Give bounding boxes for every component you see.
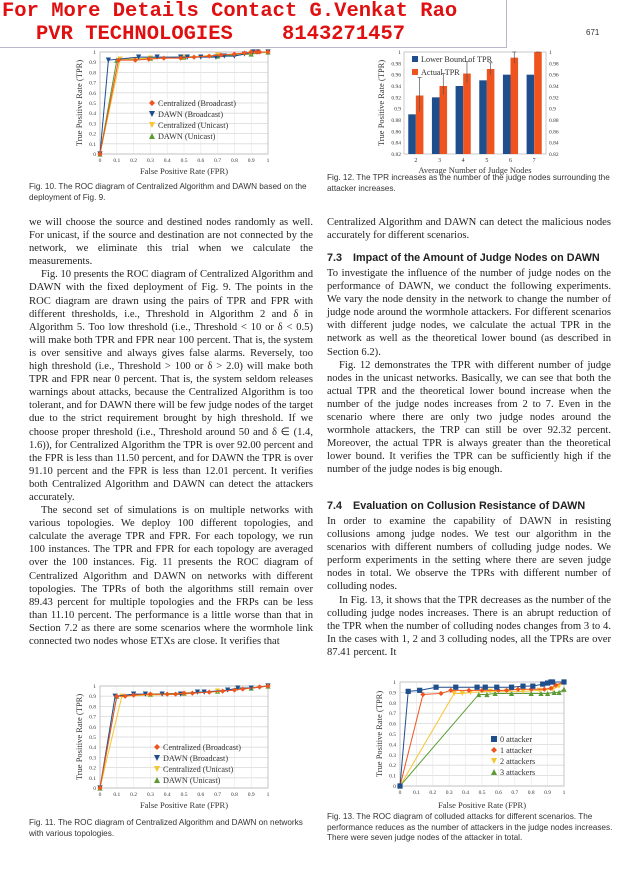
svg-text:2 attackers: 2 attackers xyxy=(500,757,536,766)
svg-text:0.3: 0.3 xyxy=(89,755,96,762)
svg-text:0 attacker: 0 attacker xyxy=(500,735,533,744)
svg-text:True Positive Rate (TPR): True Positive Rate (TPR) xyxy=(374,690,384,778)
section-7-3-text xyxy=(327,267,611,477)
svg-text:0.98: 0.98 xyxy=(391,61,401,68)
svg-text:0.8: 0.8 xyxy=(89,704,96,711)
svg-text:0.88: 0.88 xyxy=(549,118,559,124)
left-column-text xyxy=(29,216,313,648)
svg-text:0.7: 0.7 xyxy=(511,790,519,796)
svg-text:0.3: 0.3 xyxy=(445,790,453,796)
svg-text:0.2: 0.2 xyxy=(89,765,96,772)
svg-text:0.9: 0.9 xyxy=(549,106,556,113)
svg-text:6: 6 xyxy=(509,158,512,164)
section-7-4-heading xyxy=(327,500,585,512)
svg-text:0.2: 0.2 xyxy=(389,763,396,770)
svg-text:0.3: 0.3 xyxy=(146,792,154,798)
svg-text:Centralized (Unicast): Centralized (Unicast) xyxy=(158,121,229,130)
svg-text:1: 1 xyxy=(93,50,96,56)
svg-text:1: 1 xyxy=(398,50,401,56)
svg-text:0.84: 0.84 xyxy=(391,140,401,147)
svg-text:0.5: 0.5 xyxy=(180,158,188,164)
svg-text:5: 5 xyxy=(485,158,489,164)
svg-text:0.2: 0.2 xyxy=(429,790,437,796)
svg-text:0.6: 0.6 xyxy=(389,721,396,728)
page-number: 671 xyxy=(586,28,600,37)
section-title: Impact of the Amount of Judge Nodes on DAWN xyxy=(353,252,600,264)
svg-text:False Positive Rate (FPR): False Positive Rate (FPR) xyxy=(139,166,229,176)
svg-text:0.82: 0.82 xyxy=(391,152,401,158)
svg-text:0: 0 xyxy=(93,786,96,792)
figure-13-caption: Fig. 13. The ROC diagram of colluded attacks for different scenarios. The performance reduces as the number of attackers in the judge nodes increases. There were seven judge nodes of the attacker in total. xyxy=(327,812,613,842)
svg-text:Centralized (Broadcast): Centralized (Broadcast) xyxy=(158,99,236,108)
svg-text:0.1: 0.1 xyxy=(113,792,121,798)
svg-text:1: 1 xyxy=(266,792,270,798)
svg-text:0.4: 0.4 xyxy=(163,792,171,798)
paragraph: Fig. 10 presents the ROC diagram of Centralized Algorithm and DAWN with the fixed deployment of Fig. 9. The points in the ROC diagram are drawn using the pairs of TPR and FPR with different thresholds, i.e., Threshold in Algorithm 2 and δ in Algorithm 5. Too low threshold (i.e., Threshold < 10 or δ < 0.5) will make both TPR and FPR near 100 percent. That is, the system is over sensitive and always gives false alarms. Reversely, too high threshold (i.e., Threshold > 100 or δ > 2.0) will make both TPR and FPR near 0 percent. That is, the system seldom releases warnings about attacks, because the Centralized Algorithm is too tolerant, and for DAWN there will be few judge nodes of the target due to the strict requirement brought by high threshold. If we choose proper threshold (i.e., Threshold around 50 and δ ∈ (1.4, 1.6)), for Centralized Algorithm the TPR is over 92.00 percent and the FPR is less than 11.50 percent, and for DAWN the TPR is over 91.10 percent and the FPR is less than 12.01 percent. It verifies both Centralized Algorithm and DAWN can detect the attackers accurately. xyxy=(29,269,314,503)
figure-10-caption: Fig. 10. The ROC diagram of Centralized Algorithm and DAWN based on the deployment of Fig. 9. xyxy=(29,182,307,202)
svg-text:1: 1 xyxy=(562,790,566,796)
svg-text:0.9: 0.9 xyxy=(89,694,96,701)
svg-text:0.98: 0.98 xyxy=(549,61,559,68)
svg-text:0.8: 0.8 xyxy=(230,792,238,798)
figure-13-roc-chart xyxy=(374,676,570,810)
svg-text:0.2: 0.2 xyxy=(130,792,138,798)
svg-text:0: 0 xyxy=(393,784,396,790)
section-7-4-text xyxy=(327,515,611,659)
svg-text:0: 0 xyxy=(398,790,402,796)
svg-text:0.7: 0.7 xyxy=(389,711,396,718)
svg-text:0: 0 xyxy=(98,158,102,164)
svg-text:0.86: 0.86 xyxy=(549,129,559,136)
paragraph: To investigate the influence of the number of judge nodes on the performance of DAWN, we conduct the following experiments. We vary the node density in the network to change the number of judge node around the wormhole attackers. For different scenarios with different judge nodes, we calculate the actual TPR in the network as well as the theoretical lower bound (as described in Section 6.2). xyxy=(327,268,611,358)
svg-text:0.2: 0.2 xyxy=(130,158,138,164)
svg-text:0.6: 0.6 xyxy=(197,792,205,798)
svg-text:True Positive Rate (TPR): True Positive Rate (TPR) xyxy=(74,693,84,781)
svg-text:0.1: 0.1 xyxy=(412,790,420,796)
svg-text:0.5: 0.5 xyxy=(389,732,396,738)
svg-text:1 attacker: 1 attacker xyxy=(500,746,533,755)
svg-text:0.86: 0.86 xyxy=(391,129,401,136)
svg-text:DAWN (Broadcast): DAWN (Broadcast) xyxy=(158,110,224,119)
figure-10-roc-chart xyxy=(74,48,274,176)
svg-text:0.4: 0.4 xyxy=(389,742,396,749)
contact-banner xyxy=(0,0,507,48)
svg-text:0.9: 0.9 xyxy=(247,158,255,164)
svg-text:0.4: 0.4 xyxy=(462,790,470,796)
svg-text:1: 1 xyxy=(266,158,270,164)
svg-text:0.96: 0.96 xyxy=(549,72,559,79)
svg-text:0.7: 0.7 xyxy=(89,80,96,87)
svg-text:0.4: 0.4 xyxy=(89,745,96,752)
svg-text:0.9: 0.9 xyxy=(389,690,396,697)
svg-text:0.4: 0.4 xyxy=(89,111,96,118)
section-number: 7.4 xyxy=(327,500,343,512)
svg-text:0.6: 0.6 xyxy=(494,790,502,796)
svg-text:0.82: 0.82 xyxy=(549,152,559,158)
svg-text:0.1: 0.1 xyxy=(89,141,96,148)
svg-text:0.1: 0.1 xyxy=(89,775,96,782)
svg-text:1: 1 xyxy=(549,50,552,56)
svg-text:0.3: 0.3 xyxy=(89,121,96,128)
svg-text:0.7: 0.7 xyxy=(214,158,222,164)
svg-text:0.8: 0.8 xyxy=(230,158,238,164)
figure-11-roc-chart xyxy=(74,682,274,810)
svg-text:0.6: 0.6 xyxy=(89,90,96,97)
svg-text:DAWN (Broadcast): DAWN (Broadcast) xyxy=(163,754,229,763)
svg-text:0.6: 0.6 xyxy=(89,724,96,731)
svg-text:False Positive Rate (FPR): False Positive Rate (FPR) xyxy=(437,800,527,810)
section-title: Evaluation on Collusion Resistance of DAWN xyxy=(353,500,586,512)
svg-text:0.8: 0.8 xyxy=(89,70,96,77)
svg-text:0.5: 0.5 xyxy=(180,792,188,798)
figure-12-bar-chart xyxy=(374,48,570,176)
svg-text:0.5: 0.5 xyxy=(478,790,486,796)
svg-text:0.9: 0.9 xyxy=(544,790,552,796)
svg-text:False Positive Rate (FPR): False Positive Rate (FPR) xyxy=(139,800,229,810)
svg-text:DAWN (Unicast): DAWN (Unicast) xyxy=(163,776,221,785)
section-7-3-heading xyxy=(327,252,600,264)
svg-text:0: 0 xyxy=(93,152,96,158)
svg-text:0.9: 0.9 xyxy=(394,106,401,113)
svg-text:Average Number of Judge Nodes: Average Number of Judge Nodes xyxy=(418,165,532,175)
svg-text:1: 1 xyxy=(393,680,396,686)
svg-text:0.94: 0.94 xyxy=(391,84,401,90)
paragraph: we will choose the source and destined nodes randomly as well. For unicast, if the source and destination are not connected by the network, we eliminate this trial when we calculate the measurements. xyxy=(29,217,313,268)
svg-text:0.3: 0.3 xyxy=(146,158,154,164)
svg-text:DAWN (Unicast): DAWN (Unicast) xyxy=(158,132,216,141)
svg-text:0.92: 0.92 xyxy=(391,95,401,102)
svg-text:0.6: 0.6 xyxy=(197,158,205,164)
svg-text:0.9: 0.9 xyxy=(247,792,255,798)
right-column-intro xyxy=(327,216,611,242)
svg-text:1: 1 xyxy=(93,684,96,690)
svg-text:7: 7 xyxy=(532,158,536,164)
svg-text:0.88: 0.88 xyxy=(391,118,401,124)
svg-text:0.1: 0.1 xyxy=(389,773,396,780)
svg-text:0.7: 0.7 xyxy=(214,792,222,798)
svg-text:0.94: 0.94 xyxy=(549,84,559,90)
section-number: 7.3 xyxy=(327,252,343,264)
svg-text:0.7: 0.7 xyxy=(89,714,96,721)
svg-text:Actual TPR: Actual TPR xyxy=(421,68,460,77)
svg-text:0.1: 0.1 xyxy=(113,158,121,164)
figure-12-caption: Fig. 12. The TPR increases as the number of the judge nodes surrounding the attacker increases. xyxy=(327,173,610,193)
svg-text:3 attackers: 3 attackers xyxy=(500,768,536,777)
figure-11-caption: Fig. 11. The ROC diagram of Centralized Algorithm and DAWN on networks with various topologies. xyxy=(29,818,303,838)
paragraph: Fig. 12 demonstrates the TPR with different number of judge nodes in the unicast networks. Basically, we can see that both the actual TPR and the theoretical lower bound increase when the number of the judge nodes increases from 2 to 7. Even in the scenario where there are only two judge nodes around the wormhole attackers, the TRP can still be over 92.32 percent. Moreover, the actual TPR is always greater than the theoretical lower bound. It verifies the TPR can be sufficiently high if the number of the judge nodes is big enough. xyxy=(327,359,611,476)
svg-text:Lower Bound of TPR: Lower Bound of TPR xyxy=(421,55,493,64)
paragraph: The second set of simulations is on multiple networks with various topologies. We deploy 100 different topologies, and calculate the average TPR and FPR. For each topology, we run 100 instances. The TPR and FPR for each topology are averaged over the 100 instances. Fig. 11 presents the ROC diagram of Centralized Algorithm and DAWN on networks with different topologies. The TPRs of both the algorithms still remain over 89.43 percent for multiple topologies and the FRPs can be less than 11.10 percent. The performance is a little worse than that in Section 7.2 as there are some scenarios where the wormhole link connected two nodes whose ETXs are close. It verifies that xyxy=(29,505,313,647)
svg-text:0.96: 0.96 xyxy=(391,72,401,79)
svg-text:4: 4 xyxy=(461,158,465,164)
paragraph: In Fig. 13, it shows that the TPR decreases as the number of the colluding judge nodes increases. There is an abrupt reduction of the TPR when the number of colluding nodes changes from 3 to 4. In the cases with 1, 2 and 3 colluding nodes, all the TPRs are over 87.41 percent. It xyxy=(327,594,611,658)
svg-text:2: 2 xyxy=(414,158,418,164)
svg-text:0.8: 0.8 xyxy=(527,790,535,796)
svg-text:0.5: 0.5 xyxy=(89,735,96,741)
svg-text:3: 3 xyxy=(438,158,441,164)
banner-line-2: PVR TECHNOLOGIES 8143271457 xyxy=(36,23,406,46)
svg-text:0.8: 0.8 xyxy=(389,700,396,707)
svg-text:0: 0 xyxy=(98,792,102,798)
svg-text:True Positive Rate (TPR): True Positive Rate (TPR) xyxy=(74,59,84,147)
banner-line-1: For More Details Contact G.Venkat Rao xyxy=(2,0,458,23)
svg-text:0.5: 0.5 xyxy=(89,101,96,107)
svg-text:0.84: 0.84 xyxy=(549,140,559,147)
svg-text:0.4: 0.4 xyxy=(163,158,171,164)
svg-text:0.3: 0.3 xyxy=(389,752,396,759)
svg-text:True Positive Rate (TPR): True Positive Rate (TPR) xyxy=(376,59,386,147)
svg-text:0.92: 0.92 xyxy=(549,95,559,102)
svg-text:Centralized (Unicast): Centralized (Unicast) xyxy=(163,765,234,774)
svg-text:0.9: 0.9 xyxy=(89,60,96,67)
svg-text:Centralized (Broadcast): Centralized (Broadcast) xyxy=(163,743,241,752)
svg-text:0.2: 0.2 xyxy=(89,131,96,138)
paragraph: Centralized Algorithm and DAWN can detect the malicious nodes accurately for different scenarios. xyxy=(327,217,611,242)
paragraph: In order to examine the capability of DAWN in resisting collusions among judge nodes. We test our algorithm in the scenarios with different numbers of colluding judge nodes. We perform experiments in the setting where there are seven judge nodes in total. We observe the TPRs with different number of colluding nodes. xyxy=(327,516,611,593)
